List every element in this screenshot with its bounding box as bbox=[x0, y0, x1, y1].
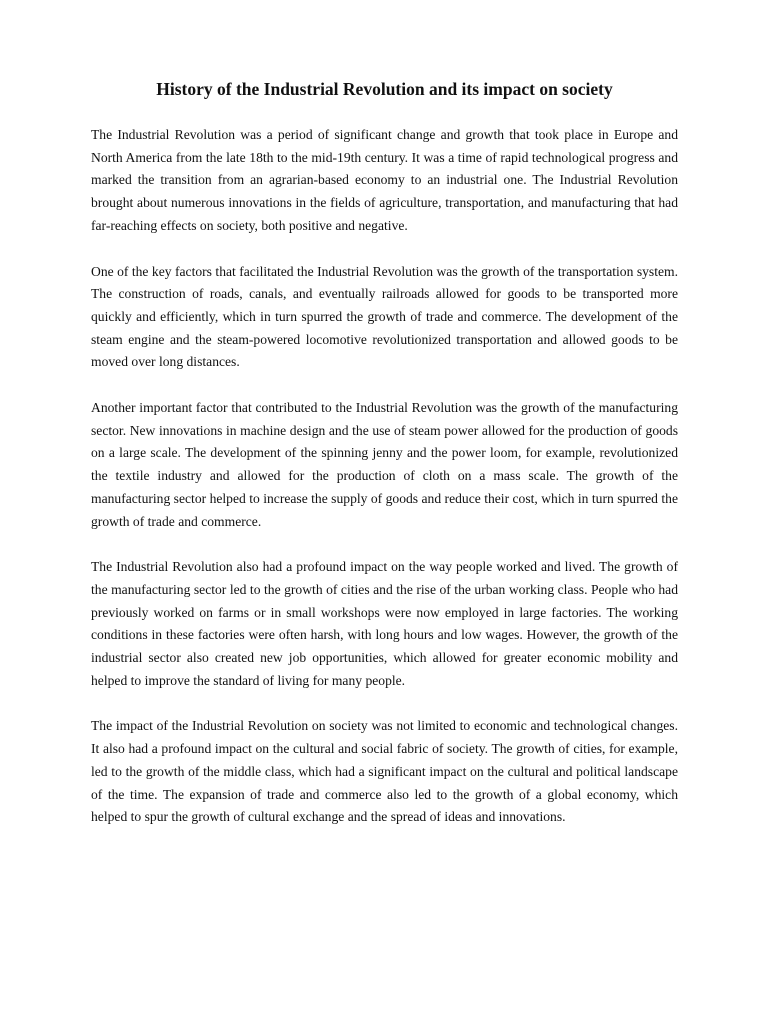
paragraph-4: The Industrial Revolution also had a profound impact on the way people worked and lived. The growth of the manufacturing sector led to the growth of cities and the rise of the urban working class. People who had previously worked on farms or in small workshops were now employed in large factories. The working conditions in these factories were often harsh, with long hours and low wages. However, the growth of the industrial sector also created new job opportunities, which allowed for greater economic mobility and helped to improve the standard of living for many people. bbox=[91, 559, 678, 688]
paragraph-3: Another important factor that contributed to the Industrial Revolution was the growth of the manufacturing sector. New innovations in machine design and the use of steam power allowed for the production of goods on a large scale. The development of the spinning jenny and the power loom, for example, revolutionized the textile industry and allowed for the production of cloth on a mass scale. The growth of the manufacturing sector helped to increase the supply of goods and reduce their cost, which in turn spurred the growth of trade and commerce. bbox=[91, 400, 678, 529]
document-title: History of the Industrial Revolution and its impact on society bbox=[156, 79, 613, 99]
paragraph-5: The impact of the Industrial Revolution on society was not limited to economic and technological changes. It also had a profound impact on the cultural and social fabric of society. The growth of cities, for example, led to the growth of the middle class, which had a significant impact on the cultural and political landscape of the time. The expansion of trade and commerce also led to the growth of a global economy, which helped to spur the growth of cultural exchange and the spread of ideas and innovations. bbox=[91, 718, 678, 825]
paragraph-2: One of the key factors that facilitated the Industrial Revolution was the growth of the transportation system. The construction of roads, canals, and eventually railroads allowed for goods to be transported more quickly and efficiently, which in turn spurred the growth of trade and commerce. The development of the steam engine and the steam-powered locomotive revolutionized transportation and allowed goods to be moved over long distances. bbox=[91, 263, 678, 370]
document-page bbox=[91, 78, 678, 852]
paragraph-1: The Industrial Revolution was a period of significant change and growth that took place in Europe and North America from the late 18th to the mid-19th century. It was a time of rapid technological progress and marked the transition from an agrarian-based economy to an industrial one. The Industrial Revolution brought about numerous innovations in the fields of agriculture, transportation, and manufacturing that had far-reaching effects on society, both positive and negative. bbox=[91, 127, 678, 233]
